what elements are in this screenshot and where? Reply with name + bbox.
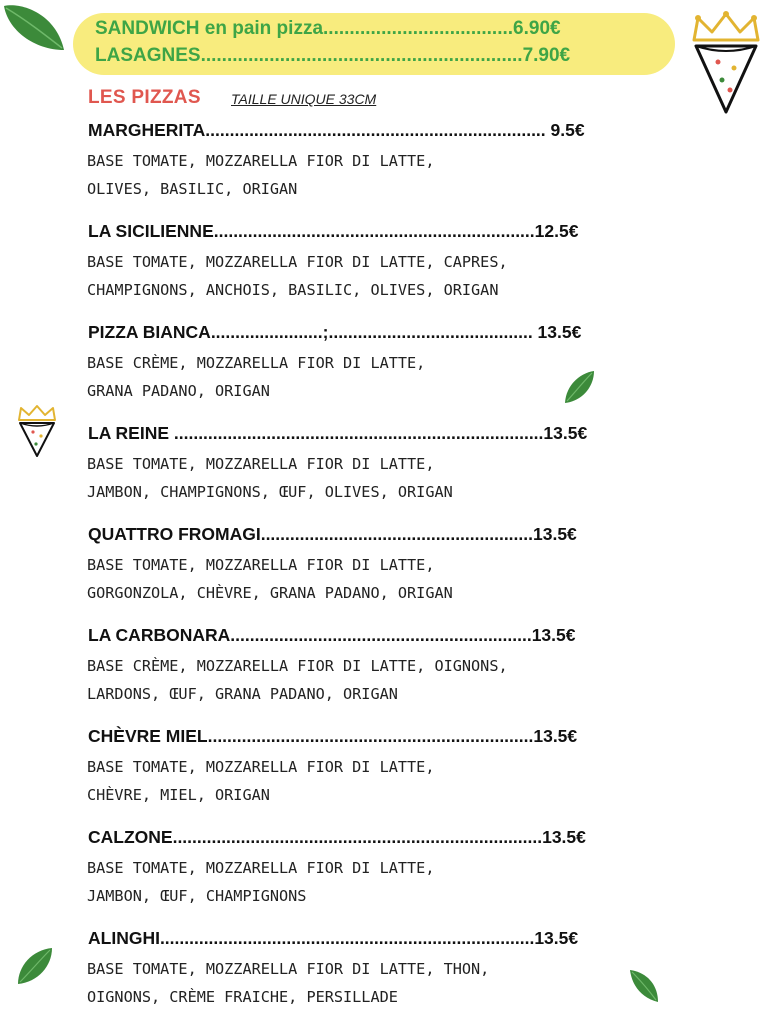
menu-item-description-line: BASE CRÈME, MOZZARELLA FIOR DI LATTE, OIGNONS, bbox=[87, 657, 508, 675]
menu-item-description-line: BASE TOMATE, MOZZARELLA FIOR DI LATTE, bbox=[87, 758, 435, 776]
menu-item bbox=[88, 321, 678, 405]
menu-item-description bbox=[87, 652, 678, 708]
section-subtitle: TAILLE UNIQUE 33CM bbox=[231, 91, 377, 107]
menu-item-description-line: BASE TOMATE, MOZZARELLA FIOR DI LATTE, THON, bbox=[87, 960, 490, 978]
menu-item-description bbox=[87, 551, 678, 607]
menu-item-description-line: OLIVES, BASILIC, ORIGAN bbox=[87, 180, 298, 198]
menu-item-title: CALZONE............................................................................13.5€ bbox=[88, 827, 586, 847]
section-title: LES PIZZAS bbox=[88, 87, 201, 108]
menu-item-description-line: BASE TOMATE, MOZZARELLA FIOR DI LATTE, bbox=[87, 455, 435, 473]
menu-item-title: ALINGHI.............................................................................13.5€ bbox=[88, 928, 579, 948]
menu-item-description-line: BASE TOMATE, MOZZARELLA FIOR DI LATTE, bbox=[87, 859, 435, 877]
menu-item bbox=[88, 119, 678, 203]
crown-pizza-slice-icon bbox=[16, 404, 58, 458]
menu-item bbox=[88, 523, 678, 607]
menu-item-description-line: GORGONZOLA, CHÈVRE, GRANA PADANO, ORIGAN bbox=[87, 584, 453, 602]
menu-item bbox=[88, 927, 678, 1011]
menu-item-description bbox=[87, 854, 678, 910]
sandwich-price-line: SANDWICH en pain pizza....................................6.90€ bbox=[95, 18, 561, 39]
menu-item-description-line: BASE TOMATE, MOZZARELLA FIOR DI LATTE, CAPRES, bbox=[87, 253, 508, 271]
menu-item-description-line: BASE TOMATE, MOZZARELLA FIOR DI LATTE, bbox=[87, 556, 435, 574]
menu-item-description bbox=[87, 248, 678, 304]
lasagnes-price-line: LASAGNES.............................................................7.90€ bbox=[95, 45, 571, 66]
menu-item-title: MARGHERITA...................................................................... 9.5€ bbox=[88, 120, 585, 140]
menu-item-description bbox=[87, 147, 678, 203]
menu-item bbox=[88, 220, 678, 304]
menu-item bbox=[88, 826, 678, 910]
menu-item-title: LA CARBONARA..............................................................13.5€ bbox=[88, 625, 576, 645]
menu-item-description-line: JAMBON, CHAMPIGNONS, ŒUF, OLIVES, ORIGAN bbox=[87, 483, 453, 501]
basil-leaf-icon bbox=[0, 0, 70, 60]
crown-pizza-slice-icon bbox=[688, 10, 763, 116]
menu-item-description-line: GRANA PADANO, ORIGAN bbox=[87, 382, 270, 400]
menu-item bbox=[88, 725, 678, 809]
menu-item-description-line: BASE CRÈME, MOZZARELLA FIOR DI LATTE, bbox=[87, 354, 426, 372]
menu-item-description bbox=[87, 349, 678, 405]
menu-item bbox=[88, 624, 678, 708]
menu-item-description-line: BASE TOMATE, MOZZARELLA FIOR DI LATTE, bbox=[87, 152, 435, 170]
menu-item-description-line: JAMBON, ŒUF, CHAMPIGNONS bbox=[87, 887, 307, 905]
menu-item-title: LA REINE ............................................................................13.5€ bbox=[88, 423, 588, 443]
menu-item-description-line: OIGNONS, CRÈME FRAICHE, PERSILLADE bbox=[87, 988, 398, 1006]
menu-item-description bbox=[87, 450, 678, 506]
basil-leaf-icon bbox=[14, 944, 58, 988]
menu-item-title: QUATTRO FROMAGI........................................................13.5€ bbox=[88, 524, 577, 544]
menu-item-title: LA SICILIENNE..................................................................12.5€ bbox=[88, 221, 579, 241]
menu-item-description-line: LARDONS, ŒUF, GRANA PADANO, ORIGAN bbox=[87, 685, 398, 703]
menu-item-description bbox=[87, 955, 678, 1011]
menu-item bbox=[88, 422, 678, 506]
menu-item-title: PIZZA BIANCA.......................;.......................................... 13.5€ bbox=[88, 322, 582, 342]
menu-item-description-line: CHÈVRE, MIEL, ORIGAN bbox=[87, 786, 270, 804]
menu-item-title: CHÈVRE MIEL...................................................................13.5€ bbox=[88, 726, 578, 746]
menu-item-description bbox=[87, 753, 678, 809]
menu-item-description-line: CHAMPIGNONS, ANCHOIS, BASILIC, OLIVES, ORIGAN bbox=[87, 281, 499, 299]
